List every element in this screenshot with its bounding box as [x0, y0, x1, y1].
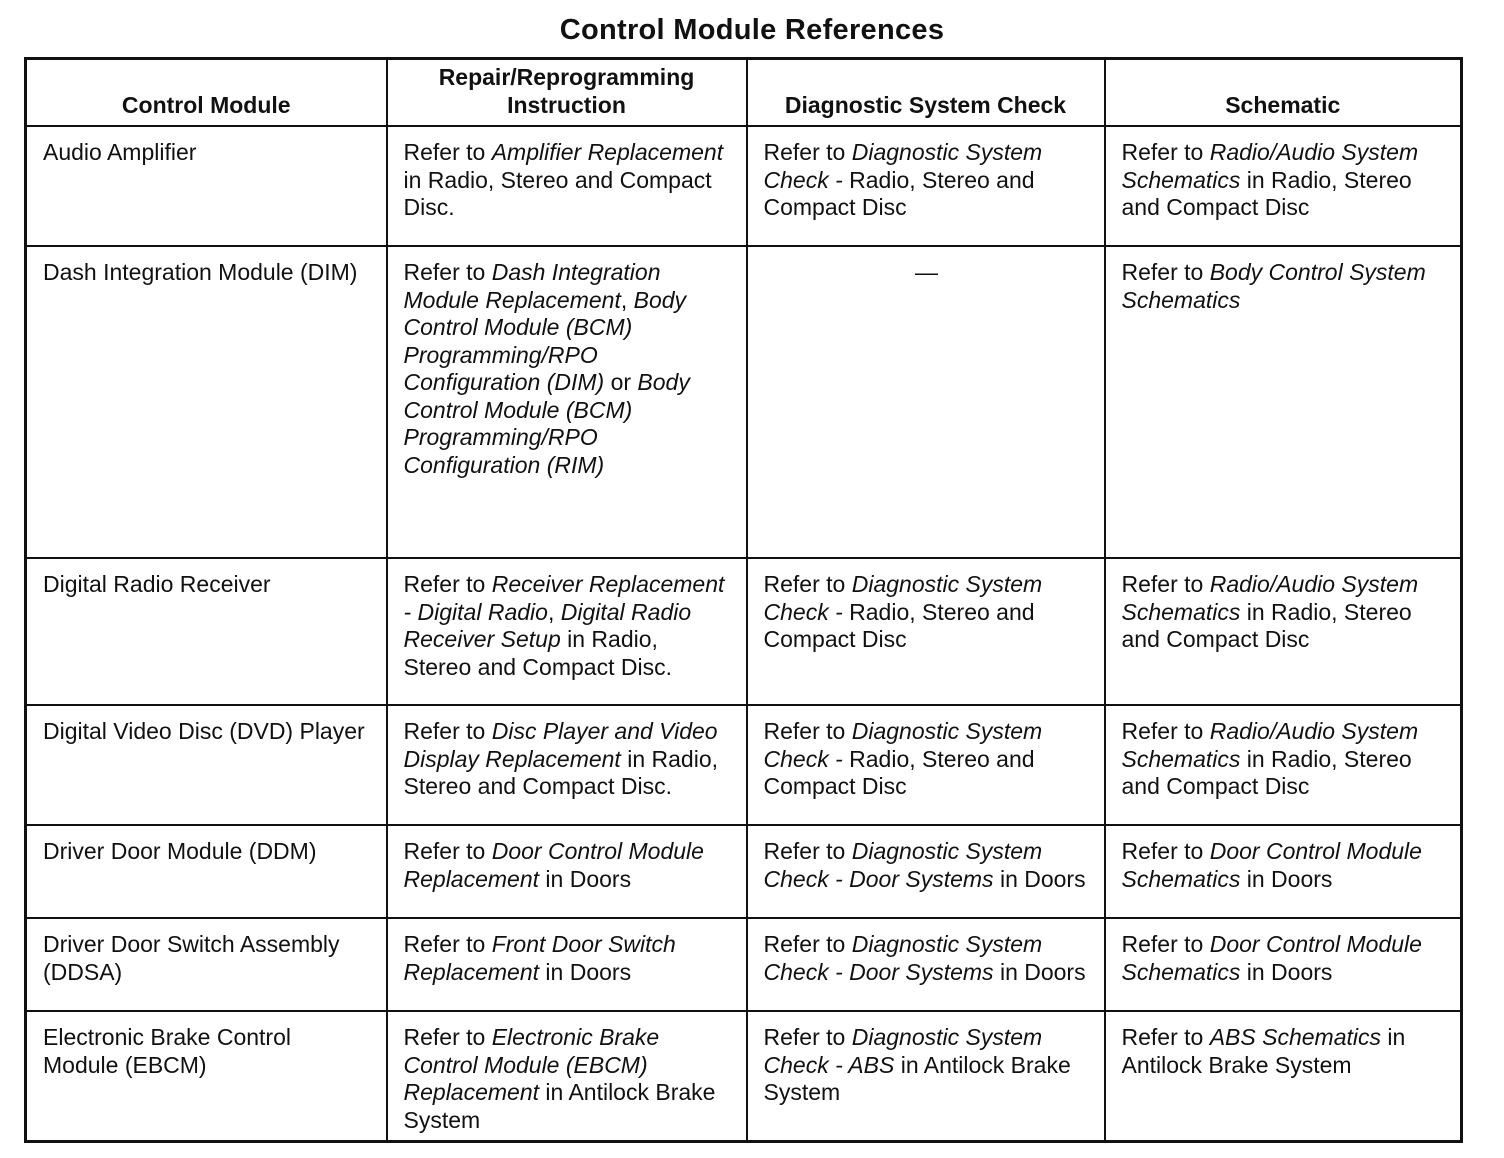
control-module-cell: Digital Radio Receiver — [26, 558, 387, 705]
reference-title: Disc Player and Video Display Replacement — [403, 718, 718, 772]
reference-text: Refer to — [1121, 838, 1210, 864]
reference-text: in Radio, Stereo and Compact Disc — [1121, 598, 1412, 652]
reference-text: in Doors — [539, 958, 632, 985]
repair-cell — [387, 558, 747, 705]
reference-text: Refer to — [1121, 139, 1210, 165]
reference-text: Refer to — [403, 718, 492, 744]
reference-text: Refer to — [1121, 1024, 1210, 1050]
diagnostic-cell — [747, 705, 1105, 825]
schematic-cell — [1105, 558, 1462, 705]
reference-title: Amplifier Replacement — [491, 139, 724, 165]
reference-text: in Radio, Stereo and Compact Disc. — [403, 626, 672, 680]
diagnostic-cell — [747, 825, 1105, 918]
reference-text: Refer to — [403, 931, 492, 957]
repair-cell — [387, 126, 747, 246]
reference-title: Door Control Module Schematics — [1121, 931, 1422, 985]
reference-text: Refer to — [763, 838, 852, 864]
reference-text: Refer to — [1121, 571, 1210, 597]
reference-title: Diagnostic System Check - ABS — [763, 1024, 1043, 1078]
reference-text: in Doors — [539, 865, 632, 892]
reference-text: Refer to — [1121, 931, 1210, 957]
reference-title: Diagnostic System Check - — [763, 139, 1043, 193]
table-row — [26, 246, 1462, 558]
reference-text: — — [915, 259, 938, 285]
reference-text: in Doors — [993, 958, 1086, 985]
reference-title: Radio/Audio System Schematics — [1121, 571, 1419, 625]
reference-text: Refer to — [403, 139, 492, 165]
reference-title: Diagnostic System Check - Door Systems — [763, 931, 1043, 985]
reference-text: Refer to — [763, 139, 852, 165]
column-header-schematic: Schematic — [1105, 59, 1462, 127]
diagnostic-cell — [747, 918, 1105, 1011]
table-row — [26, 918, 1462, 1011]
reference-title: Front Door Switch Replacement — [403, 931, 676, 985]
column-header-repair-instruction: Repair/Reprogramming Instruction — [387, 59, 747, 127]
reference-title: Diagnostic System Check - — [763, 571, 1043, 625]
repair-cell — [387, 825, 747, 918]
repair-cell — [387, 246, 747, 558]
reference-title: Body Control Module (BCM) Programming/RPO Configuration (DIM) — [403, 286, 687, 395]
reference-title: Body Control System Schematics — [1121, 259, 1426, 313]
reference-title: Radio/Audio System Schematics — [1121, 718, 1419, 772]
table-row — [26, 126, 1462, 246]
control-module-cell: Driver Door Switch Assembly (DDSA) — [26, 918, 387, 1011]
header-row — [26, 59, 1462, 127]
diagnostic-cell — [747, 558, 1105, 705]
repair-cell — [387, 918, 747, 1011]
repair-cell — [387, 705, 747, 825]
reference-text: in Doors — [1240, 958, 1333, 985]
reference-title: Dash Integration Module Replacement — [403, 259, 661, 313]
reference-text: Refer to — [403, 838, 492, 864]
reference-text: Radio, Stereo and Compact Disc — [763, 598, 1035, 652]
schematic-cell — [1105, 126, 1462, 246]
reference-text: in Radio, Stereo and Compact Disc. — [403, 166, 712, 220]
reference-text: , — [620, 286, 634, 313]
reference-text: Refer to — [763, 931, 852, 957]
reference-title: Receiver Replacement - Digital Radio — [403, 571, 725, 625]
column-header-control-module: Control Module — [26, 59, 387, 127]
reference-title: Diagnostic System Check - — [763, 718, 1043, 772]
control-module-cell: Electronic Brake Control Module (EBCM) — [26, 1011, 387, 1142]
reference-text: in Doors — [993, 865, 1086, 892]
schematic-cell — [1105, 1011, 1462, 1142]
table-body — [26, 126, 1462, 1142]
reference-title: Electronic Brake Control Module (EBCM) Replacement — [403, 1024, 660, 1105]
table-row — [26, 558, 1462, 705]
reference-text: in Radio, Stereo and Compact Disc — [1121, 745, 1412, 799]
reference-title: Door Control Module Replacement — [403, 838, 704, 892]
control-module-cell: Audio Amplifier — [26, 126, 387, 246]
reference-text: Refer to — [763, 1024, 852, 1050]
reference-text: Refer to — [763, 571, 852, 597]
column-header-diagnostic-check: Diagnostic System Check — [747, 59, 1105, 127]
reference-text: in Radio, Stereo and Compact Disc — [1121, 166, 1412, 220]
reference-title: Door Control Module Schematics — [1121, 838, 1422, 892]
page-title: Control Module References — [559, 14, 945, 46]
reference-title: Radio/Audio System Schematics — [1121, 139, 1419, 193]
reference-text: Refer to — [403, 571, 492, 597]
control-module-cell: Dash Integration Module (DIM) — [26, 246, 387, 558]
reference-text: Refer to — [1121, 259, 1210, 285]
table-row — [26, 825, 1462, 918]
table-row — [26, 705, 1462, 825]
reference-text: Refer to — [1121, 718, 1210, 744]
reference-text: Refer to — [403, 1024, 492, 1050]
control-module-cell: Driver Door Module (DDM) — [26, 825, 387, 918]
reference-text: in Antilock Brake System — [763, 1051, 1071, 1105]
reference-title: Digital Radio Receiver Setup — [403, 598, 692, 652]
diagnostic-cell — [747, 1011, 1105, 1142]
reference-text: Refer to — [403, 259, 492, 285]
reference-title: ABS Schematics — [1209, 1024, 1382, 1050]
reference-text: , — [547, 598, 561, 625]
reference-text: Radio, Stereo and Compact Disc — [763, 166, 1035, 220]
reference-text: Refer to — [763, 718, 852, 744]
reference-title: Diagnostic System Check - Door Systems — [763, 838, 1043, 892]
schematic-cell — [1105, 825, 1462, 918]
reference-text: in Doors — [1240, 865, 1333, 892]
schematic-cell — [1105, 705, 1462, 825]
control-module-cell: Digital Video Disc (DVD) Player — [26, 705, 387, 825]
reference-title: Body Control Module (BCM) Programming/RPO Configuration (RIM) — [403, 369, 690, 478]
repair-cell — [387, 1011, 747, 1142]
reference-text: Radio, Stereo and Compact Disc — [763, 745, 1035, 799]
reference-text: in Antilock Brake System — [403, 1079, 716, 1133]
diagnostic-cell — [747, 126, 1105, 246]
reference-text: or — [604, 369, 638, 395]
control-module-table — [24, 57, 1463, 1143]
schematic-cell — [1105, 246, 1462, 558]
schematic-cell — [1105, 918, 1462, 1011]
reference-text: in Radio, Stereo and Compact Disc. — [403, 745, 718, 799]
reference-text: in Antilock Brake System — [1121, 1024, 1406, 1078]
diagnostic-cell — [747, 246, 1105, 558]
table-row — [26, 1011, 1462, 1142]
